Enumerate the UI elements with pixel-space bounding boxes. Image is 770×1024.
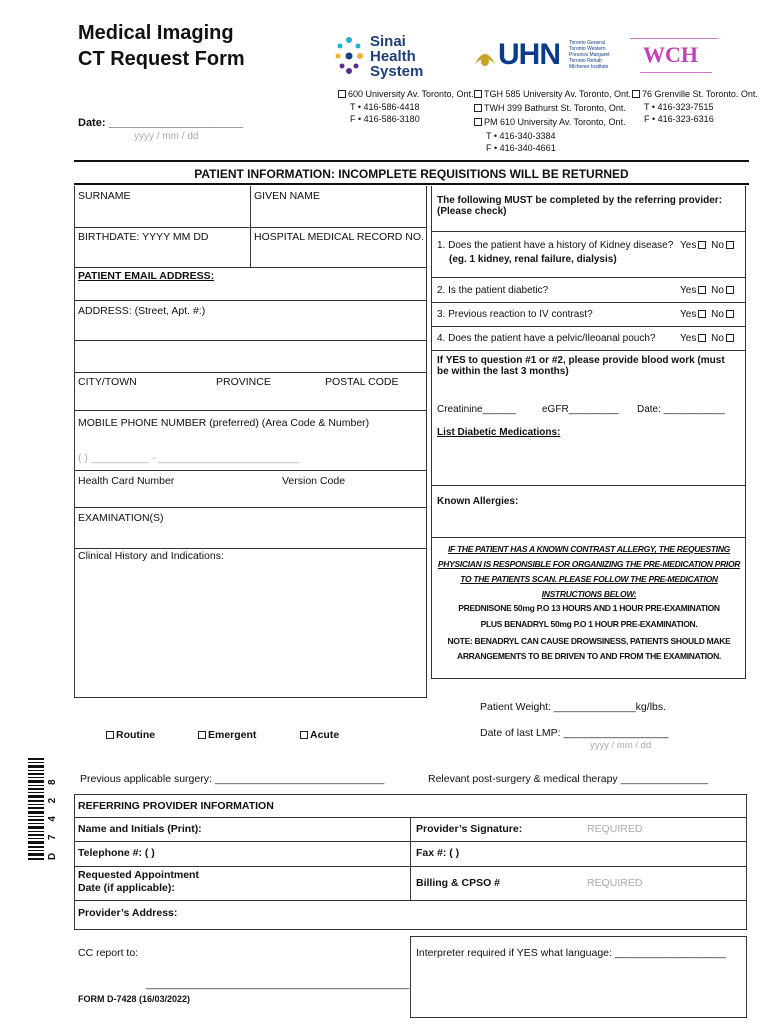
form-title-line2: CT Request Form	[78, 48, 245, 70]
bloodwork-instructions: If YES to question #1 or #2, please provide blood work (must be within the last 3 months)	[437, 355, 725, 377]
uhn-logo-text: UHN	[498, 38, 560, 71]
date-field[interactable]: Date: ______________________	[78, 117, 244, 129]
q4-options[interactable]: Yes No	[680, 333, 736, 344]
city-field[interactable]: CITY/TOWN	[78, 376, 137, 388]
last-lmp-field[interactable]: Date of last LMP: __________________	[480, 727, 669, 739]
birthdate-field[interactable]: BIRTHDATE: YYYY MM DD	[78, 231, 209, 243]
billing-cpso-field[interactable]: Billing & CPSO #	[416, 877, 501, 889]
question-1-sub: (eg. 1 kidney, renal failure, dialysis)	[449, 254, 617, 265]
diabetic-meds-field[interactable]: List Diabetic Medications:	[437, 427, 561, 438]
surname-field[interactable]: SURNAME	[78, 190, 131, 202]
postal-code-field[interactable]: POSTAL CODE	[325, 376, 399, 388]
barcode-text: D 7 4 2 8	[47, 774, 58, 860]
question-1: 1. Does the patient have a history of Kidney disease?	[437, 240, 674, 251]
known-allergies-field[interactable]: Known Allergies:	[437, 496, 519, 507]
form-id: FORM D-7428 (16/03/2022)	[78, 994, 191, 1004]
q2-options[interactable]: Yes No	[680, 285, 736, 296]
emergent-checkbox[interactable]: Emergent	[196, 729, 256, 741]
address-field[interactable]: ADDRESS: (Street, Apt. #:)	[78, 305, 206, 317]
relevant-therapy-field[interactable]: Relevant post-surgery & medical therapy _______________	[428, 773, 709, 785]
uhn-address-3: PM 610 University Av. Toronto, Ont.	[472, 116, 626, 129]
patient-info-header: PATIENT INFORMATION: INCOMPLETE REQUISITIONS WILL BE RETURNED	[194, 167, 629, 181]
provider-address-field[interactable]: Provider’s Address:	[78, 907, 178, 919]
form-title-line1: Medical Imaging	[78, 22, 234, 44]
sinai-fax: F • 416-586-3180	[350, 114, 420, 124]
email-field[interactable]: PATIENT EMAIL ADDRESS:	[78, 270, 215, 282]
egfr-field[interactable]: eGFR_________	[542, 404, 619, 415]
signature-required-hint: REQUIRED	[587, 823, 643, 835]
q1-options[interactable]: Yes No	[680, 240, 736, 251]
sinai-address: 600 University Av. Toronto, Ont.	[336, 88, 474, 101]
q3-options[interactable]: Yes No	[680, 309, 736, 320]
prednisone-instruction: PREDNISONE 50mg P.O 13 HOURS AND 1 HOUR PRE-EXAMINATION	[458, 603, 720, 613]
mobile-phone-field[interactable]: ( ) __________ - ________________________	[78, 452, 299, 464]
examination-field[interactable]: EXAMINATION(S)	[78, 512, 164, 524]
uhn-sites: Toronto General Toronto Western Princess Margaret Toronto Rehab Michener Institute	[569, 40, 610, 70]
given-name-field[interactable]: GIVEN NAME	[254, 190, 320, 202]
bloodwork-date-field[interactable]: Date: ___________	[637, 404, 725, 415]
sinai-logo-icon	[334, 34, 364, 78]
must-complete-label: The following MUST be completed by the referring provider: (Please check)	[437, 195, 723, 217]
sinai-logo-text: Sinai Health System	[370, 33, 424, 80]
version-code-field[interactable]: Version Code	[282, 475, 346, 487]
provider-info-header: REFERRING PROVIDER INFORMATION	[78, 800, 274, 812]
clinical-history-field[interactable]: Clinical History and Indications:	[78, 550, 224, 562]
province-field[interactable]: PROVINCE	[216, 376, 271, 388]
routine-checkbox[interactable]: Routine	[104, 729, 155, 741]
cc-report-field[interactable]: CC report to:	[78, 947, 139, 959]
requested-appointment-field[interactable]: Requested Appointment Date (if applicable):	[78, 869, 199, 894]
benadryl-instruction: PLUS BENADRYL 50mg P.O 1 HOUR PRE-EXAMINATION.	[480, 619, 698, 629]
uhn-tel: T • 416-340-3384	[486, 131, 556, 141]
allergy-note: IF THE PATIENT HAS A KNOWN CONTRAST ALLERGY, THE REQUESTING PHYSICIAN IS RESPONSIBLE FOR ORGANIZING THE PRE-MEDICATION PRIOR TO THE PATIENTS SCAN. PLEASE FOLLOW THE PRE-MEDICATION INSTRUCTIONS BELOW:	[437, 544, 741, 599]
patient-weight-field[interactable]: Patient Weight: ______________kg/lbs.	[480, 701, 667, 713]
question-2: 2. Is the patient diabetic?	[437, 285, 549, 296]
provider-signature-field[interactable]: Provider’s Signature:	[416, 823, 523, 835]
interpreter-field[interactable]: Interpreter required if YES what language: ___________________	[416, 947, 726, 959]
date-hint: yyyy / mm / dd	[134, 131, 199, 142]
acute-checkbox[interactable]: Acute	[298, 729, 339, 741]
provider-name-field[interactable]: Name and Initials (Print):	[78, 823, 202, 835]
uhn-address-1: TGH 585 University Av. Toronto, Ont.	[472, 88, 631, 101]
uhn-emblem-icon	[472, 44, 498, 70]
wch-address: 76 Grenville St. Toronto. Ont.	[630, 88, 758, 101]
previous-surgery-field[interactable]: Previous applicable surgery: _____________________________	[80, 773, 385, 785]
question-4: 4. Does the patient have a pelvic/Ileoanal pouch?	[437, 333, 656, 344]
lmp-hint: yyyy / mm / dd	[590, 740, 652, 751]
cc-report-line: _____________________________________________	[146, 978, 409, 990]
mobile-label: MOBILE PHONE NUMBER (preferred) (Area Code & Number)	[78, 417, 370, 429]
barcode-icon	[28, 758, 44, 860]
wch-tel: T • 416-323-7515	[644, 102, 714, 112]
benadryl-note: NOTE: BENADRYL CAN CAUSE DROWSINESS, PATIENTS SHOULD MAKE ARRANGEMENTS TO BE DRIVEN TO AND FROM THE EXAMINATION.	[447, 636, 731, 661]
hospital-record-field[interactable]: HOSPITAL MEDICAL RECORD NO.	[254, 231, 424, 243]
wch-logo-text: WCH	[643, 42, 698, 67]
uhn-fax: F • 416-340-4661	[486, 143, 556, 153]
sinai-tel: T • 416-586-4418	[350, 102, 420, 112]
creatinine-field[interactable]: Creatinine______	[437, 404, 516, 415]
provider-telephone-field[interactable]: Telephone #: ( )	[78, 847, 155, 859]
wch-fax: F • 416-323-6316	[644, 114, 714, 124]
billing-required-hint: REQUIRED	[587, 877, 643, 889]
health-card-field[interactable]: Health Card Number	[78, 475, 175, 487]
question-3: 3. Previous reaction to IV contrast?	[437, 309, 593, 320]
provider-fax-field[interactable]: Fax #: ( )	[416, 847, 460, 859]
uhn-address-2: TWH 399 Bathurst St. Toronto, Ont.	[472, 102, 626, 115]
